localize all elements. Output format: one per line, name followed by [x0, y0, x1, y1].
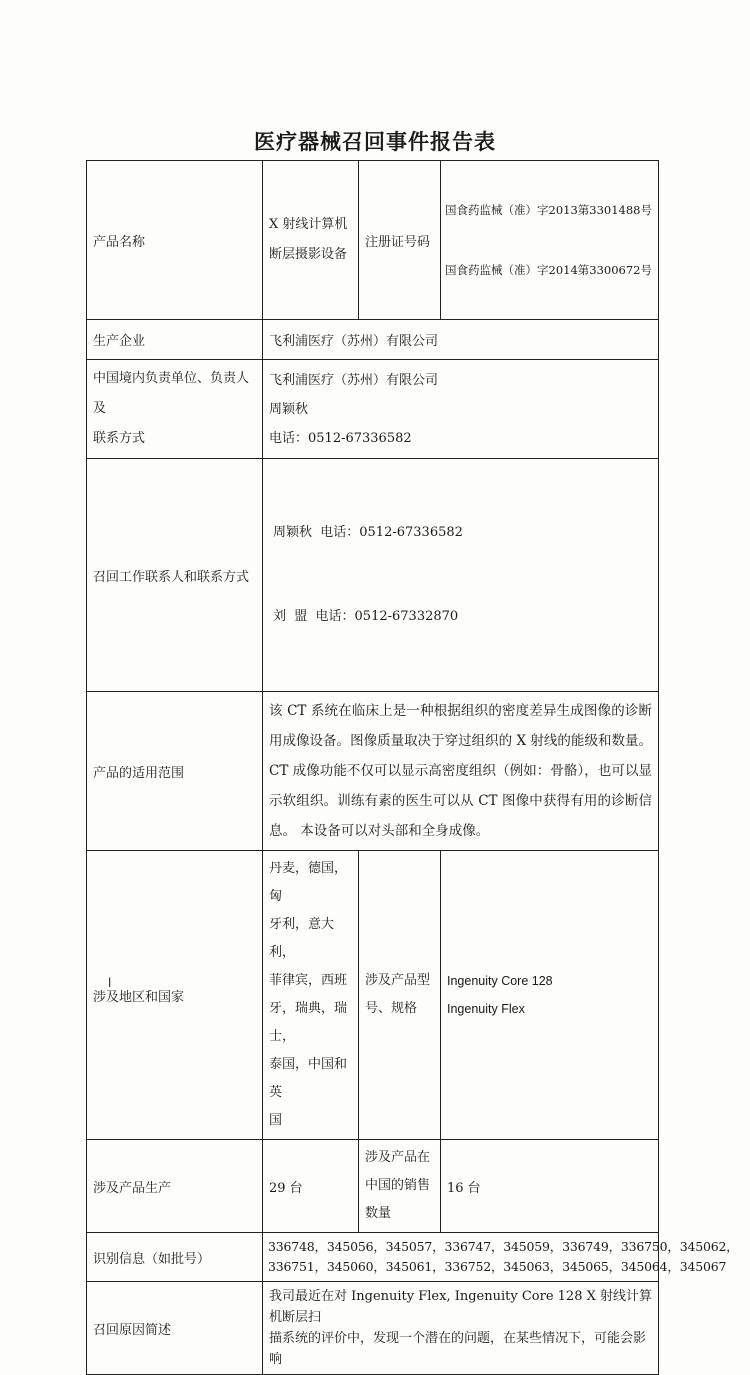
value-product-name: X 射线计算机 断层摄影设备	[263, 161, 359, 320]
label-recall-reason: 召回原因简述	[87, 1282, 263, 1375]
value-sales-china: 16 台	[441, 1140, 659, 1233]
label-identification: 识别信息（如批号）	[87, 1233, 263, 1282]
value-china-responsible	[263, 360, 659, 459]
label-models: 涉及产品型 号、规格	[359, 851, 441, 1140]
label-scope: 产品的适用范围	[87, 692, 263, 851]
row-recall-contact	[87, 459, 659, 692]
value-recall-contact	[263, 459, 659, 692]
label-recall-contact: 召回工作联系人和联系方式	[87, 459, 263, 692]
value-models	[441, 851, 659, 1140]
label-regions: 涉及地区和国家	[87, 851, 263, 1140]
row-recall-reason	[87, 1282, 659, 1375]
value-recall-reason: 我司最近在对 Ingenuity Flex, Ingenuity Core 128 X 射线计算机断层扫 描系统的评价中，发现一个潜在的问题，在某些情况下，可能会影响	[263, 1282, 659, 1375]
row-product-name	[87, 161, 659, 320]
page-mark: l	[108, 976, 112, 990]
model-item: Ingenuity Flex	[447, 1002, 525, 1016]
registration-number: 国食药监械（准）字2013第3301488号	[445, 203, 652, 217]
responsible-person: 周颖秋	[269, 401, 309, 417]
row-manufacturer	[87, 320, 659, 360]
responsible-company: 飞利浦医疗（苏州）有限公司	[269, 372, 439, 388]
label-sales-china: 涉及产品在 中国的销售 数量	[359, 1140, 441, 1233]
batch-line: 336751，345060，345061，336752，345063，345065，345064，345067	[268, 1259, 727, 1274]
label-registration-number: 注册证号码	[359, 161, 441, 320]
row-china-responsible	[87, 360, 659, 459]
contact-line: 周颖秋 电话：0512-67336582	[273, 525, 463, 540]
row-scope	[87, 692, 659, 851]
value-regions: 丹麦，德国，匈 牙利，意大利， 菲律宾，西班 牙，瑞典，瑞士， 泰国，中国和英 国	[263, 851, 359, 1140]
batch-line: 336748，345056，345057，336747，345059，336749，336750，345062，	[268, 1239, 739, 1254]
value-registration-numbers	[441, 161, 659, 320]
row-identification	[87, 1233, 659, 1282]
label-production: 涉及产品生产	[87, 1140, 263, 1233]
label-china-responsible: 中国境内负责单位、负责人及 联系方式	[87, 360, 263, 459]
contact-line: 刘 盟 电话：0512-67332870	[273, 609, 459, 624]
value-scope: 该 CT 系统在临床上是一种根据组织的密度差异生成图像的诊断用成像设备。图像质量取决于穿过组织的 X 射线的能级和数量。CT 成像功能不仅可以显示高密度组织（例如：骨骼），也可以显示软组织。训练有素的医生可以从 CT 图像中获得有用的诊断信息。 本设备可以对头部和全身成像。	[263, 692, 659, 851]
model-item: Ingenuity Core 128	[447, 974, 553, 988]
registration-number: 国食药监械（准）字2014第3300672号	[445, 263, 652, 277]
recall-report-table	[86, 160, 739, 1375]
label-manufacturer: 生产企业	[87, 320, 263, 360]
row-production	[87, 1140, 659, 1233]
responsible-phone: 电话：0512-67336582	[269, 430, 412, 446]
value-identification	[263, 1233, 739, 1282]
value-production: 29 台	[263, 1140, 359, 1233]
value-manufacturer: 飞利浦医疗（苏州）有限公司	[263, 320, 659, 360]
row-regions	[87, 851, 659, 1140]
label-product-name: 产品名称	[87, 161, 263, 320]
page-title: 医疗器械召回事件报告表	[254, 129, 496, 154]
